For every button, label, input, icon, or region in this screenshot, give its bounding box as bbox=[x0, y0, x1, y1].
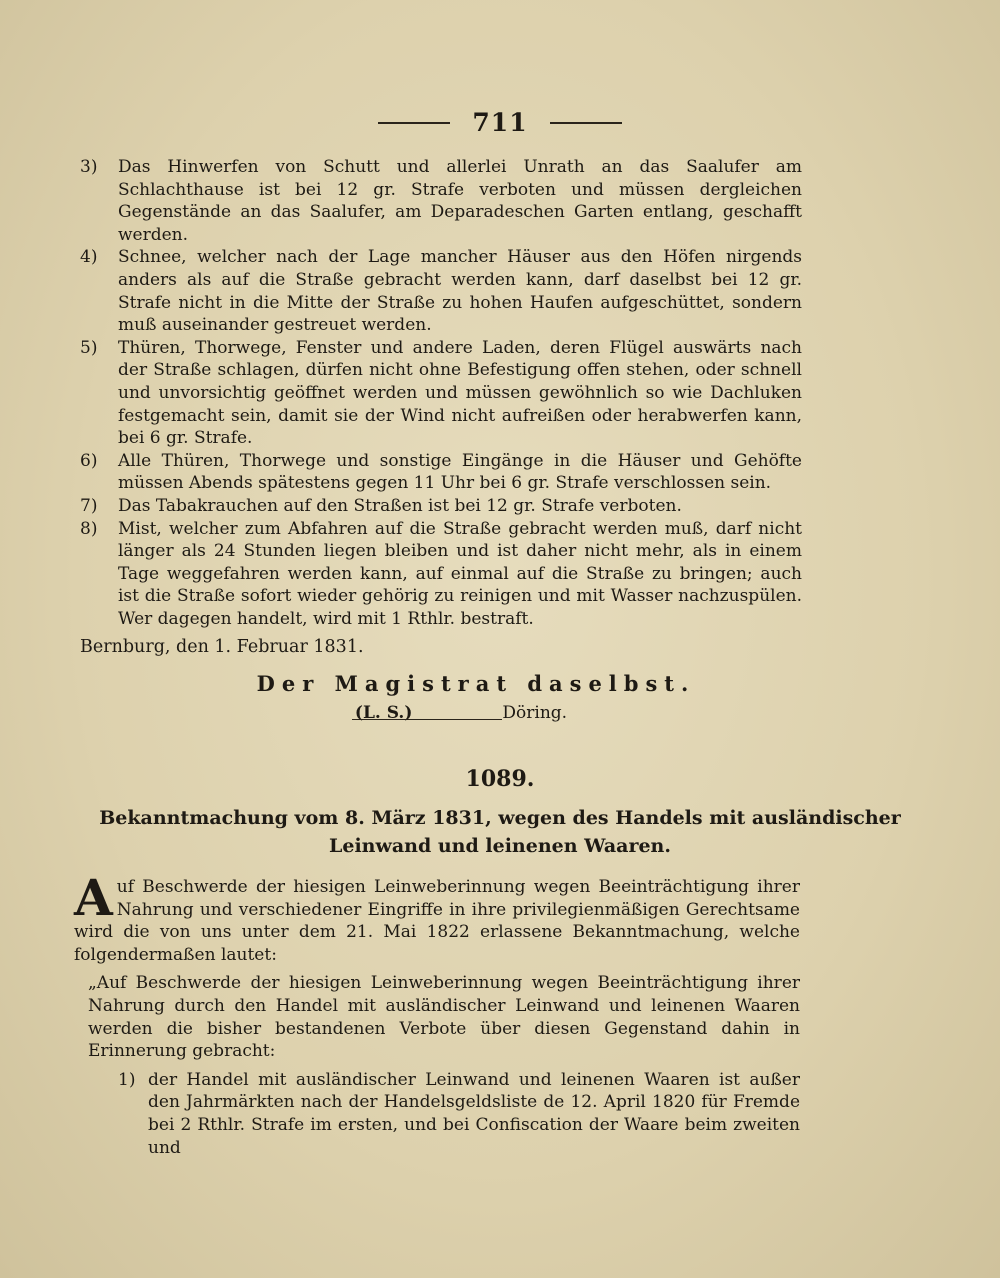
drop-cap: A bbox=[74, 868, 113, 927]
item-number: 1) bbox=[118, 1069, 136, 1090]
item-number: 7) bbox=[80, 495, 98, 516]
quoted-notice: „Auf Beschwerde der hiesigen Leinweberinnung wegen Beeinträchtigung ihrer Nahrung durch den Handel mit ausländischer Leinwand und leinenen Waaren werden die bisher bestandenen Verbote über diesen Gegenstand dahin in Erinnerung gebracht: bbox=[88, 973, 800, 1062]
item-number: 4) bbox=[80, 247, 98, 268]
signature-name: Döring. bbox=[502, 702, 568, 723]
item-text: der Handel mit ausländischer Leinwand und leinenen Waaren ist außer den Jahrmärkten nach der Handelsgeldsliste de 12. April 1820 für Fremde bei 2 Rthlr. Strafe im ersten, und bei Confiscation der Waare beim zweiten und bbox=[148, 1069, 800, 1158]
issuing-authority: Der Magistrat daselbst. bbox=[256, 671, 696, 697]
signature-block bbox=[80, 702, 802, 725]
header-rule-left bbox=[378, 122, 450, 124]
item-text: Das Tabakrauchen auf den Straßen ist bei 12 gr. Strafe verboten. bbox=[118, 495, 682, 516]
place-date: Bernburg, den 1. Februar 1831. bbox=[80, 637, 364, 658]
regulation-item-5 bbox=[80, 337, 802, 450]
regulations-list bbox=[80, 156, 802, 724]
regulation-item-7 bbox=[80, 495, 802, 518]
item-text: Mist, welcher zum Abfahren auf die Straße gebracht werden muß, darf nicht länger als 24 Stunden liegen bleiben und ist daher nicht mehr, als in einem Tage weggefahren werden kann, auf einmal auf die Straße zu bringen; auch ist die Straße sofort wieder gehörig zu reinigen und mit Wasser nachzuspülen. Wer dagegen handelt, wird mit 1 Rthlr. bestraft. bbox=[118, 518, 802, 629]
item-text: Thüren, Thorwege, Fenster und andere Laden, deren Flügel auswärts nach der Straße schlagen, dürfen nicht ohne Befestigung offen stehen, oder schnell und unvorsichtig geöffnet werden und müssen gewöhnlich so wie Dachluken festgemacht sein, damit sie der Wind nicht aufreißen oder herabwerfen kann, bei 6 gr. Strafe. bbox=[118, 337, 802, 449]
item-text: Das Hinwerfen von Schutt und allerlei Unrath an das Saalufer am Schlachthause ist bei 12 gr. Strafe verboten und müssen dergleichen Gegenstände an das Saalufer, am Deparadeschen Garten entlang, geschafft werden. bbox=[118, 157, 802, 245]
regulation-item-8 bbox=[80, 518, 802, 631]
item-number: 6) bbox=[80, 450, 98, 471]
page-number: 711 bbox=[472, 108, 528, 137]
regulation-item-4 bbox=[80, 246, 802, 336]
regulation-item-3 bbox=[80, 156, 802, 246]
notice-number: 1089. bbox=[465, 766, 535, 792]
section-divider bbox=[352, 719, 502, 720]
seal-mark: (L. S.) bbox=[354, 702, 413, 723]
intro-text: uf Beschwerde der hiesigen Leinweberinnung wegen Beeinträchtigung ihrer Nahrung und verschiedener Eingriffe in ihre privilegienmäßigen Gerechtsame wird die von uns unter dem 21. Mai 1822 erlassene Bekanntmachung, welche folgendermaßen lautet: bbox=[74, 877, 800, 965]
item-text: Schnee, welcher nach der Lage mancher Häuser aus den Höfen nirgends anders als auf die Straße gebracht werden kann, darf daselbst bei 12 gr. Strafe nicht in die Mitte der Straße zu hohen Haufen aufgeschüttet, sondern muß auseinander gestreuet werden. bbox=[118, 247, 802, 336]
item-number: 3) bbox=[80, 157, 98, 177]
item-text: Alle Thüren, Thorwege und sonstige Eingänge in die Häuser und Gehöfte müssen Abends spätestens gegen 11 Uhr bei 6 gr. Strafe verschlossen sein. bbox=[118, 450, 802, 494]
header-rule-right bbox=[550, 122, 622, 124]
notice-title: Bekanntmachung vom 8. März 1831, wegen des Handels mit ausländischer Leinwand und leinenen Waaren. bbox=[99, 807, 901, 857]
page-header bbox=[0, 108, 1000, 137]
quoted-item-1 bbox=[74, 1069, 800, 1159]
regulation-item-6 bbox=[80, 450, 802, 495]
item-number: 5) bbox=[80, 337, 98, 358]
item-number: 8) bbox=[80, 518, 98, 539]
notice-body bbox=[74, 868, 800, 1159]
intro-paragraph bbox=[74, 868, 800, 966]
